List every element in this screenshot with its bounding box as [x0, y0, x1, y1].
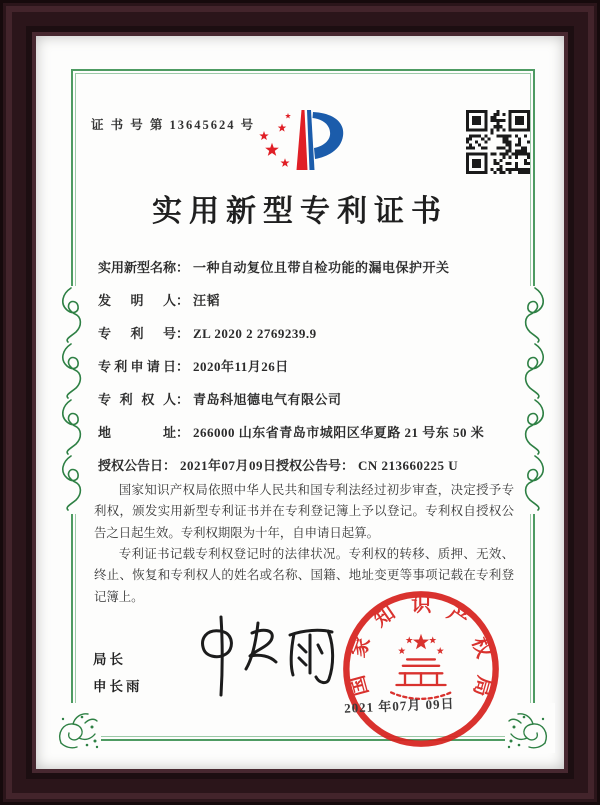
- grant-date-label: 授权公告日: [98, 458, 164, 473]
- director-signature: [186, 611, 346, 711]
- director-title: 局长: [93, 652, 126, 667]
- field-label: 实用新型名称: [98, 260, 177, 275]
- field-value: 汪韬: [193, 293, 221, 308]
- field-value: 一种自动复位且带自检功能的漏电保护开关: [193, 260, 450, 275]
- field-label: 专利号: [98, 326, 176, 341]
- grant-no-value: CN 213660225 U: [358, 458, 459, 473]
- colon: ：: [176, 293, 190, 308]
- field-label: 专利申请日: [98, 359, 176, 374]
- legal-paragraph-2: 专利证书记载专利权登记时的法律状况。专利权的转移、质押、无效、终止、恢复和专利权人的姓名或名称、国籍、地址变更等事项记载在专利登记簿上。: [94, 546, 514, 604]
- certificate-number: 证 书 号 第 13645624 号: [91, 118, 256, 132]
- grant-no-label: 授权公告号: [276, 458, 342, 473]
- seal-date: 2021 年07月 09日: [343, 695, 455, 716]
- field-value: ZL 2020 2 2769239.9: [193, 326, 317, 341]
- corner-ornament-bottom-left: [51, 703, 101, 753]
- grant-no-field: [276, 455, 458, 474]
- field-row-patent-no: [98, 323, 526, 341]
- legal-paragraph-1: 国家知识产权局依照中华人民共和国专利法经过初步审查，决定授予专利权，颁发实用新型专利证书并在专利登记簿上予以登记。专利权自授权公告之日起生效。专利权期限为十年，自申请日起算。: [94, 483, 514, 540]
- grant-date-value: 2021年07月09日: [180, 458, 277, 473]
- field-row-patentee: [98, 389, 526, 407]
- fields-section: [98, 257, 526, 488]
- colon: ：: [176, 392, 190, 407]
- corner-ornament-bottom-right: [505, 703, 555, 753]
- field-row-grant: [98, 455, 526, 473]
- field-row-name: [98, 257, 526, 275]
- cnipa-logo: [255, 106, 355, 176]
- field-value: 266000 山东省青岛市城阳区华夏路 21 号东 50 米: [193, 425, 485, 440]
- colon: ：: [176, 359, 190, 374]
- director-name: 申长雨: [93, 679, 143, 694]
- official-seal: [341, 589, 501, 749]
- vine-ornament-left: [58, 286, 84, 514]
- field-value: 青岛科旭德电气有限公司: [193, 392, 342, 407]
- director-block: [93, 646, 143, 700]
- field-row-application-date: [98, 356, 526, 374]
- field-row-inventor: [98, 290, 526, 308]
- certificate-paper: [36, 36, 564, 769]
- field-label: 专利权人: [98, 392, 176, 407]
- field-label: 地址: [98, 425, 176, 440]
- field-value: 2020年11月26日: [193, 359, 289, 374]
- field-label: 发明人: [98, 293, 176, 308]
- colon: ：: [163, 458, 177, 473]
- field-row-address: [98, 422, 526, 440]
- certificate-title: 实用新型专利证书: [152, 195, 448, 228]
- colon: ：: [341, 458, 355, 473]
- seal-ring-text: 国家知识产权局: [346, 594, 496, 699]
- colon: ：: [176, 425, 190, 440]
- qr-code: [466, 110, 530, 174]
- colon: ：: [176, 326, 190, 341]
- colon: ：: [176, 260, 190, 275]
